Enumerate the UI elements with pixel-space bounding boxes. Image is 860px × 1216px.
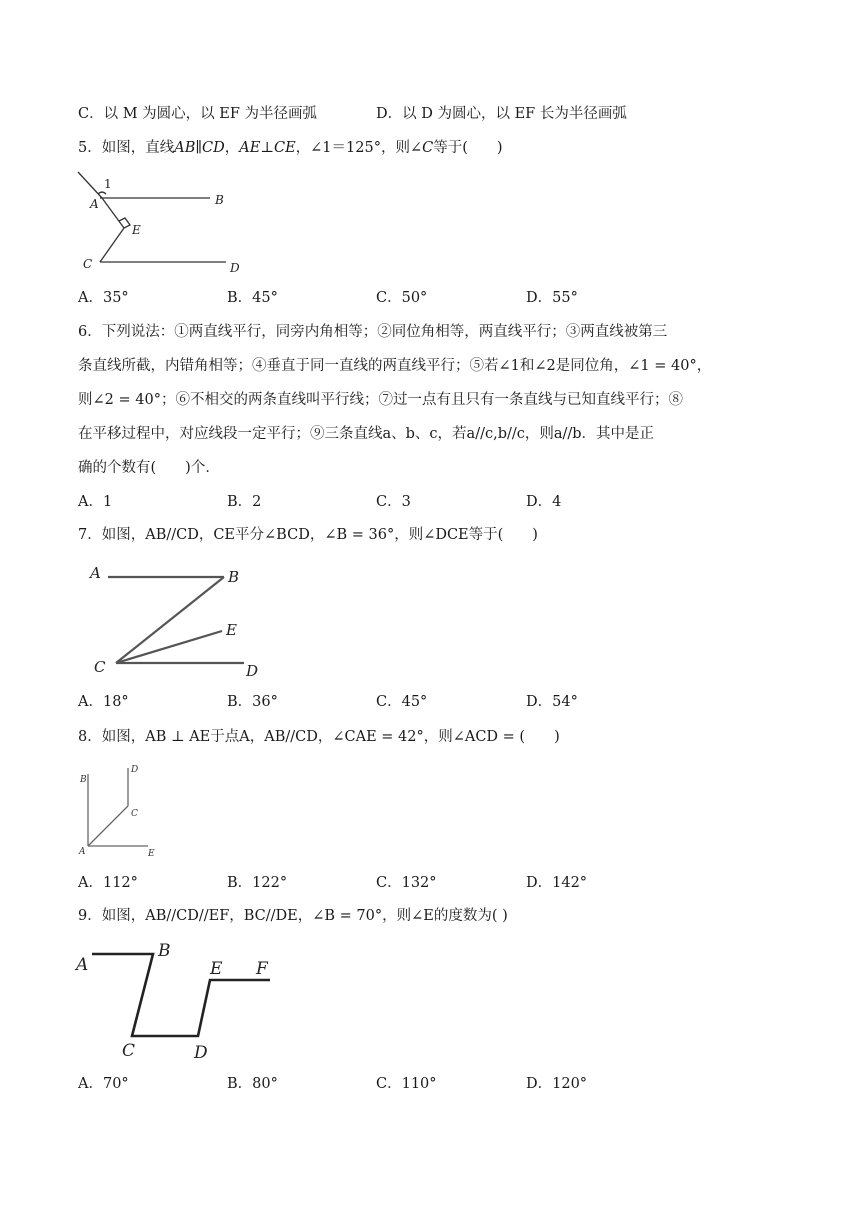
q7-label-a: A bbox=[90, 564, 101, 582]
q5-line-ec bbox=[100, 228, 124, 262]
q5-label-b: B bbox=[215, 193, 224, 207]
q8-option-d: D．142° bbox=[526, 875, 588, 891]
q8-label-e: E bbox=[148, 849, 155, 859]
q5-stem-prefix: 5．如图，直线 bbox=[78, 140, 175, 156]
q5-ae-perp-ce: AE⊥CE bbox=[239, 140, 296, 156]
q9-label-f: F bbox=[256, 959, 268, 979]
q6-line-3: 则∠2 = 40°；⑥不相交的两条直线叫平行线；⑦过一点有且只有一条直线与已知直线平行；⑧ bbox=[78, 392, 683, 408]
q5-option-d: D．55° bbox=[526, 290, 578, 306]
q5-sep3: ，则 bbox=[380, 140, 410, 156]
q5-ab-parallel-cd: AB∥CD bbox=[174, 140, 225, 156]
q6-option-a: A．1 bbox=[78, 494, 113, 510]
q7-option-a: A．18° bbox=[78, 694, 129, 710]
q6-option-c: C．3 bbox=[376, 494, 411, 510]
q9-label-e: E bbox=[210, 959, 223, 979]
q5-label-c: C bbox=[83, 257, 93, 271]
q5-label-a: A bbox=[90, 197, 99, 211]
q5-sep1: ， bbox=[224, 140, 240, 156]
q8-line-ac bbox=[88, 806, 128, 846]
q9-figure bbox=[74, 936, 284, 1066]
q5-stem bbox=[78, 138, 503, 158]
q5-label-1: 1 bbox=[104, 177, 112, 191]
q9-stem: 9．如图，AB//CD//EF，BC//DE，∠B = 70°，则∠E的度数为( ) bbox=[78, 908, 508, 924]
q7-line-ce bbox=[116, 631, 222, 663]
q7-option-d: D．54° bbox=[526, 694, 578, 710]
q9-option-b: B．80° bbox=[227, 1076, 278, 1092]
q8-figure bbox=[76, 762, 166, 862]
q8-label-c: C bbox=[131, 809, 138, 819]
q5-option-a: A．35° bbox=[78, 290, 129, 306]
q5-angle1: ∠1＝125° bbox=[310, 140, 381, 156]
q6-line-5: 确的个数有( )个． bbox=[78, 460, 220, 476]
q5-sep2: ， bbox=[295, 140, 311, 156]
q9-label-c: C bbox=[122, 1041, 136, 1061]
q5-option-b: B．45° bbox=[227, 290, 278, 306]
q9-option-d: D．120° bbox=[526, 1076, 588, 1092]
q7-line-bc bbox=[116, 577, 224, 663]
q8-option-c: C．132° bbox=[376, 875, 437, 891]
q5-line-ae bbox=[102, 198, 124, 228]
q7-label-b: B bbox=[228, 568, 240, 586]
q8-option-a: A．112° bbox=[78, 875, 138, 891]
q6-line-4: 在平移过程中，对应线段一定平行；⑨三条直线a、b、c，若a//c,b//c，则a//b．其中是正 bbox=[78, 426, 655, 442]
q5-angle-c: ∠C bbox=[409, 140, 434, 156]
q8-stem: 8．如图，AB ⊥ AE于点A，AB//CD，∠CAE = 42°，则∠ACD = ( ) bbox=[78, 729, 560, 745]
q9-option-c: C．110° bbox=[376, 1076, 437, 1092]
q8-option-b: B．122° bbox=[227, 875, 288, 891]
q8-label-d: D bbox=[131, 765, 139, 775]
q9-label-b: B bbox=[158, 941, 171, 961]
q8-label-a: A bbox=[79, 847, 86, 857]
q6-option-d: D．4 bbox=[526, 494, 562, 510]
q7-label-d: D bbox=[246, 662, 259, 680]
q5-option-c: C．50° bbox=[376, 290, 428, 306]
q9-option-a: A．70° bbox=[78, 1076, 129, 1092]
q7-label-e: E bbox=[226, 621, 237, 639]
q6-line-2: 条直线所截，内错角相等；④垂直于同一直线的两直线平行；⑤若∠1和∠2是同位角，∠1 = 40°， bbox=[78, 358, 712, 374]
q4-option-c: C．以 M 为圆心，以 EF 为半径画弧 bbox=[78, 106, 318, 122]
q4-option-d: D．以 D 为圆心，以 EF 长为半径画弧 bbox=[376, 106, 627, 122]
q8-label-b: B bbox=[80, 775, 87, 785]
q7-stem: 7．如图，AB//CD，CE平分∠BCD，∠B = 36°，则∠DCE等于( ) bbox=[78, 527, 538, 543]
q5-label-e: E bbox=[132, 223, 141, 237]
q7-option-b: B．36° bbox=[227, 694, 278, 710]
q9-label-d: D bbox=[194, 1043, 208, 1063]
q7-figure bbox=[86, 560, 266, 684]
q5-angle1-arc bbox=[98, 192, 106, 194]
q7-option-c: C．45° bbox=[376, 694, 428, 710]
q6-option-b: B．2 bbox=[227, 494, 262, 510]
q9-label-a: A bbox=[76, 955, 89, 975]
q9-polyline-abcdef bbox=[92, 954, 270, 1036]
q5-label-d: D bbox=[230, 261, 240, 275]
q5-stem-suffix: 等于( ) bbox=[433, 140, 503, 156]
q6-line-1: 6．下列说法：①两直线平行，同旁内角相等；②同位角相等，两直线平行；③两直线被第三 bbox=[78, 324, 668, 340]
q5-figure bbox=[72, 168, 262, 278]
q7-label-c: C bbox=[94, 658, 106, 676]
